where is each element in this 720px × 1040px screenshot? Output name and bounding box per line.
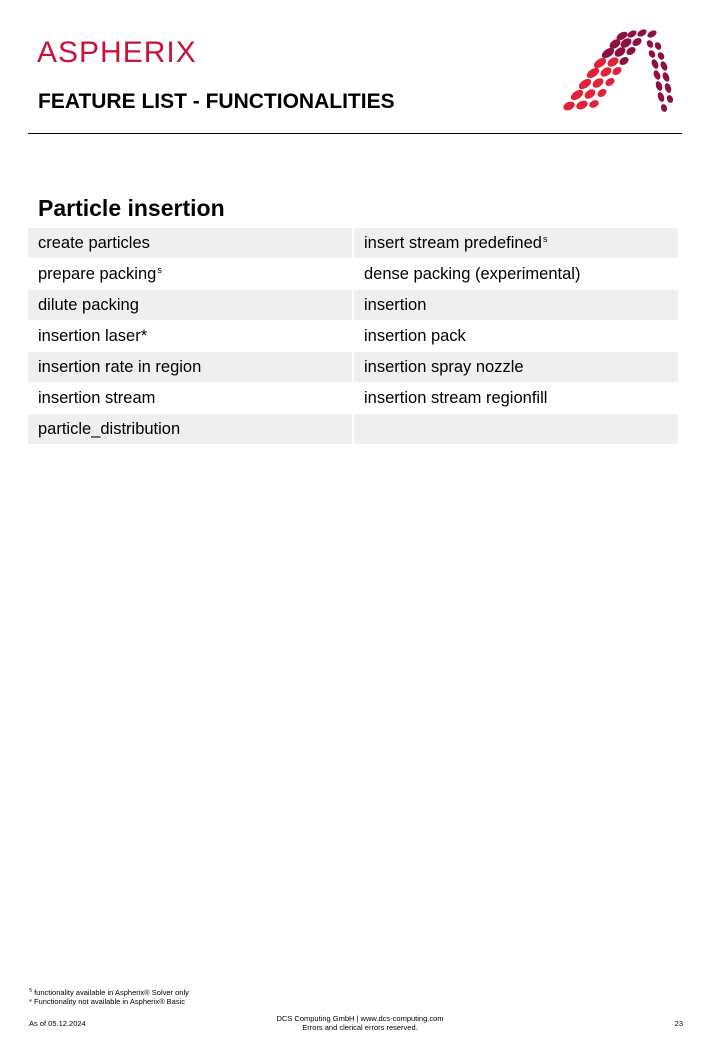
logo-dot bbox=[562, 100, 576, 112]
superscript-marker: s bbox=[157, 264, 162, 275]
feature-cell-left: prepare packing$^s$ bbox=[38, 264, 162, 283]
logo-dot bbox=[660, 103, 668, 113]
footnote-solver-only: $^s$ functionality available in Aspherix® Solver only bbox=[29, 987, 189, 997]
feature-cell-left: insertion laser* bbox=[38, 327, 148, 345]
logo-dot bbox=[611, 65, 623, 76]
feature-cell-right: insertion bbox=[354, 290, 678, 320]
table-row bbox=[28, 290, 680, 321]
page-title: FEATURE LIST - FUNCTIONALITIES bbox=[38, 90, 395, 113]
brand-logo-text: ASPHERIX bbox=[37, 36, 197, 69]
logo-dot bbox=[656, 91, 665, 102]
logo-dot bbox=[661, 71, 671, 83]
feature-cell-right bbox=[354, 414, 678, 444]
feature-table bbox=[28, 228, 680, 445]
logo-dot bbox=[596, 87, 608, 98]
superscript-marker: s bbox=[542, 233, 548, 244]
section-title: Particle insertion bbox=[38, 195, 225, 221]
logo-dot bbox=[666, 94, 674, 104]
page-number: 23 bbox=[674, 1019, 683, 1028]
feature-cell-left: particle_distribution bbox=[28, 414, 352, 444]
feature-cell-right: insert stream predefined$^s$ bbox=[354, 228, 678, 258]
feature-cell-right: insertion spray nozzle bbox=[354, 352, 678, 382]
feature-cell-left: create particles bbox=[28, 228, 352, 258]
table-row bbox=[28, 321, 680, 352]
footnotes bbox=[29, 988, 189, 1006]
logo-dot bbox=[663, 82, 672, 93]
logo-dot bbox=[654, 80, 663, 91]
feature-cell-left: insertion stream bbox=[38, 389, 156, 407]
logo-dot bbox=[626, 29, 638, 39]
logo-dot bbox=[652, 69, 662, 81]
logo-dot bbox=[591, 76, 605, 89]
logo-dot bbox=[653, 41, 662, 51]
header-divider bbox=[28, 133, 682, 134]
feature-cell-right: insertion stream regionfill bbox=[364, 389, 548, 407]
logo-dot bbox=[647, 49, 656, 59]
logo-dot bbox=[636, 28, 648, 38]
aspherix-logo-icon bbox=[560, 28, 678, 114]
logo-dot bbox=[604, 76, 616, 87]
feature-cell-left: dilute packing bbox=[28, 290, 352, 320]
logo-dot bbox=[588, 99, 600, 110]
logo-dot bbox=[646, 29, 658, 39]
logo-dot bbox=[569, 88, 585, 103]
logo-dot bbox=[659, 60, 669, 72]
logo-dot bbox=[575, 99, 589, 111]
logo-dot bbox=[599, 65, 613, 78]
company-info: DCS Computing GmbH | www.dcs-computing.com Errors and clerical errors reserved. bbox=[276, 1014, 444, 1032]
table-row bbox=[28, 352, 680, 383]
table-row bbox=[28, 414, 680, 445]
table-row bbox=[28, 259, 680, 290]
logo-dot bbox=[656, 51, 665, 61]
feature-cell-right: insertion pack bbox=[364, 327, 466, 345]
logo-dot bbox=[631, 36, 643, 47]
logo-dot bbox=[583, 87, 597, 100]
table-row bbox=[28, 383, 680, 414]
logo-dot bbox=[650, 58, 660, 70]
logo-dot bbox=[618, 55, 630, 66]
feature-cell-left: insertion rate in region bbox=[28, 352, 352, 382]
date-label: As of 05.12.2024 bbox=[29, 1019, 86, 1028]
feature-cell-right: dense packing (experimental) bbox=[364, 265, 581, 283]
footnote-not-basic: * Functionality not available in Aspherix® Basic bbox=[29, 997, 186, 1006]
logo-dot bbox=[645, 39, 654, 49]
logo-dot bbox=[577, 77, 593, 92]
table-row bbox=[28, 228, 680, 259]
